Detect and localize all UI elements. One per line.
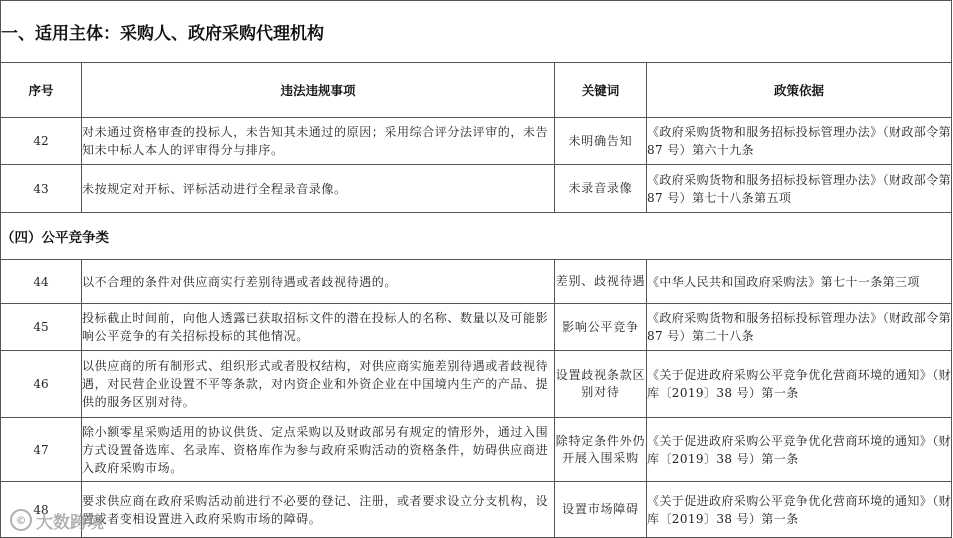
row-keyword: 未录音录像 <box>555 165 647 213</box>
row-issue: 以供应商的所有制形式、组织形式或者股权结构，对供应商实施差别待遇或者歧视待遇，对民营企业设置不平等条款，对内资企业和外资企业在中国境内生产的产品、提供的服务区别对待。 <box>82 351 555 418</box>
section-title: （四）公平竞争类 <box>1 213 952 260</box>
col-header-basis: 政策依据 <box>647 63 952 118</box>
row-basis: 《关于促进政府采购公平竞争优化营商环境的通知》（财库〔2019〕38 号）第一条 <box>647 418 952 482</box>
column-header-row <box>1 63 952 118</box>
row-number: 43 <box>1 165 82 213</box>
row-basis: 《关于促进政府采购公平竞争优化营商环境的通知》（财库〔2019〕38 号）第一条 <box>647 482 952 538</box>
heading-row <box>1 1 952 63</box>
table-row <box>1 418 952 482</box>
row-issue: 对未通过资格审查的投标人，未告知其未通过的原因；采用综合评分法评审的，未告知未中标人本人的评审得分与排序。 <box>82 118 555 165</box>
watermark-logo-icon: © <box>10 509 32 531</box>
row-basis: 《中华人民共和国政府采购法》第七十一条第三项 <box>647 260 952 304</box>
row-issue: 要求供应商在政府采购活动前进行不必要的登记、注册，或者要求设立分支机构，设置或者变相设置进入政府采购市场的障碍。 <box>82 482 555 538</box>
row-basis: 《政府采购货物和服务招标投标管理办法》（财政部令第 87 号）第二十八条 <box>647 304 952 351</box>
row-number: 44 <box>1 260 82 304</box>
row-number: 45 <box>1 304 82 351</box>
row-keyword: 设置歧视条款区别对待 <box>555 351 647 418</box>
row-issue: 以不合理的条件对供应商实行差别待遇或者歧视待遇的。 <box>82 260 555 304</box>
row-keyword: 设置市场障碍 <box>555 482 647 538</box>
table-row <box>1 304 952 351</box>
row-issue: 投标截止时间前，向他人透露已获取招标文件的潜在投标人的名称、数量以及可能影响公平竞争的有关招标投标的其他情况。 <box>82 304 555 351</box>
row-basis: 《政府采购货物和服务招标投标管理办法》（财政部令第 87 号）第六十九条 <box>647 118 952 165</box>
table-row <box>1 118 952 165</box>
table-row <box>1 351 952 418</box>
row-keyword: 未明确告知 <box>555 118 647 165</box>
row-issue: 除小额零星采购适用的协议供货、定点采购以及财政部另有规定的情形外，通过入围方式设置备选库、名录库、资格库作为参与政府采购活动的资格条件，妨碍供应商进入政府采购市场。 <box>82 418 555 482</box>
row-issue: 未按规定对开标、评标活动进行全程录音录像。 <box>82 165 555 213</box>
row-number: 42 <box>1 118 82 165</box>
row-number: 47 <box>1 418 82 482</box>
col-header-issue: 违法违规事项 <box>82 63 555 118</box>
row-keyword: 除特定条件外仍开展入围采购 <box>555 418 647 482</box>
table-row <box>1 260 952 304</box>
table-heading: 一、适用主体：采购人、政府采购代理机构 <box>1 1 952 63</box>
col-header-keyword: 关键词 <box>555 63 647 118</box>
row-basis: 《政府采购货物和服务招标投标管理办法》（财政部令第 87 号）第七十八条第五项 <box>647 165 952 213</box>
row-basis: 《关于促进政府采购公平竞争优化营商环境的通知》（财库〔2019〕38 号）第一条 <box>647 351 952 418</box>
watermark-text: 大数跨境 <box>36 512 104 533</box>
row-number: 46 <box>1 351 82 418</box>
table-row <box>1 165 952 213</box>
section-row <box>1 213 952 260</box>
table-row <box>1 482 952 538</box>
row-number: 48 <box>1 482 82 538</box>
col-header-no: 序号 <box>1 63 82 118</box>
row-keyword: 影响公平竞争 <box>555 304 647 351</box>
row-keyword: 差别、歧视待遇 <box>555 260 647 304</box>
